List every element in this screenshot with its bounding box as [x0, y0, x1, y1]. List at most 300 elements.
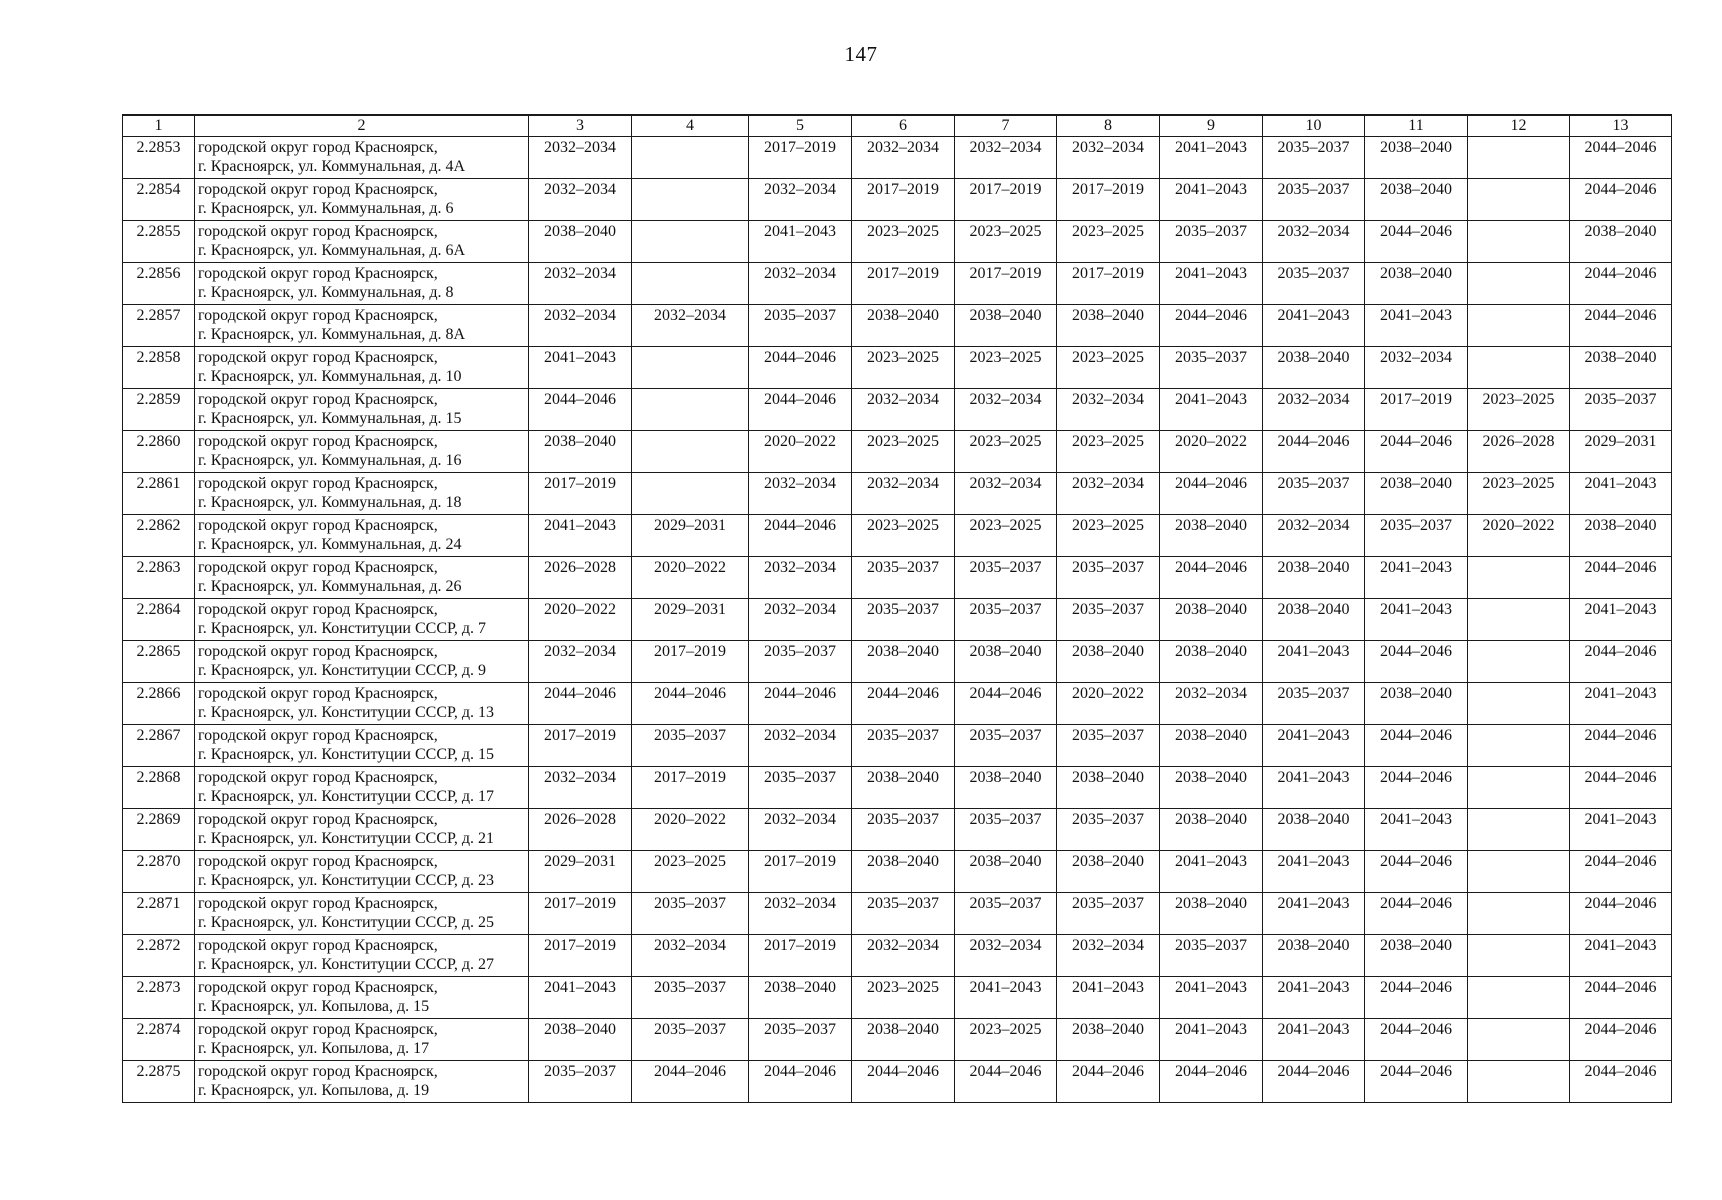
period-cell: 2017–2019 [632, 641, 749, 683]
period-cell: 2044–2046 [1365, 221, 1468, 263]
period-cell: 2023–2025 [1468, 389, 1570, 431]
period-cell: 2038–2040 [852, 305, 955, 347]
row-number: 2.2870 [123, 851, 195, 893]
period-cell: 2038–2040 [1057, 1019, 1160, 1061]
period-cell: 2032–2034 [749, 179, 852, 221]
period-cell: 2038–2040 [1160, 767, 1263, 809]
table-row [123, 683, 1672, 725]
period-cell: 2044–2046 [1570, 977, 1672, 1019]
period-cell: 2023–2025 [1468, 473, 1570, 515]
period-cell: 2041–2043 [1570, 473, 1672, 515]
period-cell: 2032–2034 [955, 473, 1057, 515]
period-cell: 2023–2025 [852, 977, 955, 1019]
period-cell: 2035–2037 [1263, 473, 1365, 515]
period-cell: 2044–2046 [1570, 137, 1672, 179]
row-number: 2.2869 [123, 809, 195, 851]
period-cell: 2038–2040 [1160, 599, 1263, 641]
period-cell: 2020–2022 [632, 809, 749, 851]
period-cell: 2044–2046 [529, 683, 632, 725]
period-cell: 2035–2037 [1570, 389, 1672, 431]
period-cell: 2035–2037 [749, 1019, 852, 1061]
period-cell: 2035–2037 [1365, 515, 1468, 557]
address-line-district: городской округ город Красноярск, [198, 685, 438, 702]
period-cell: 2032–2034 [1263, 389, 1365, 431]
period-cell: 2038–2040 [1570, 347, 1672, 389]
period-cell: 2035–2037 [1263, 683, 1365, 725]
address-cell [195, 431, 529, 473]
table-row [123, 263, 1672, 305]
period-cell: 2041–2043 [1160, 179, 1263, 221]
period-cell: 2041–2043 [1570, 683, 1672, 725]
period-cell: 2035–2037 [955, 599, 1057, 641]
period-cell: 2038–2040 [1057, 851, 1160, 893]
period-cell [632, 347, 749, 389]
period-cell: 2017–2019 [852, 263, 955, 305]
period-cell: 2035–2037 [749, 641, 852, 683]
row-number: 2.2853 [123, 137, 195, 179]
column-header: 12 [1468, 115, 1570, 137]
period-cell: 2044–2046 [1365, 641, 1468, 683]
period-cell: 2044–2046 [1160, 473, 1263, 515]
period-cell: 2035–2037 [1057, 893, 1160, 935]
period-cell: 2041–2043 [1570, 935, 1672, 977]
address-line-street: г. Красноярск, ул. Конституции СССР, д. 15 [198, 746, 495, 763]
period-cell [632, 389, 749, 431]
period-cell: 2032–2034 [1263, 221, 1365, 263]
period-cell: 2023–2025 [852, 431, 955, 473]
period-cell: 2038–2040 [1570, 221, 1672, 263]
period-cell: 2032–2034 [529, 641, 632, 683]
address-line-street: г. Красноярск, ул. Копылова, д. 15 [198, 998, 430, 1015]
address-cell [195, 1019, 529, 1061]
period-cell: 2032–2034 [749, 809, 852, 851]
period-cell: 2023–2025 [1057, 221, 1160, 263]
period-cell: 2032–2034 [1057, 389, 1160, 431]
column-header: 8 [1057, 115, 1160, 137]
row-number: 2.2865 [123, 641, 195, 683]
period-cell: 2032–2034 [749, 557, 852, 599]
address-line-district: городской округ город Красноярск, [198, 853, 438, 870]
period-cell: 2044–2046 [1365, 1019, 1468, 1061]
period-cell [1468, 683, 1570, 725]
table-row [123, 935, 1672, 977]
period-cell: 2035–2037 [632, 977, 749, 1019]
period-cell: 2026–2028 [529, 557, 632, 599]
address-line-district: городской округ город Красноярск, [198, 1063, 438, 1080]
period-cell: 2044–2046 [1365, 767, 1468, 809]
address-cell [195, 683, 529, 725]
period-cell: 2041–2043 [1365, 305, 1468, 347]
period-cell [1468, 767, 1570, 809]
period-cell [1468, 809, 1570, 851]
table-row [123, 389, 1672, 431]
period-cell: 2041–2043 [1160, 851, 1263, 893]
period-cell: 2044–2046 [1160, 305, 1263, 347]
address-cell [195, 473, 529, 515]
period-cell: 2017–2019 [955, 263, 1057, 305]
period-cell: 2038–2040 [1263, 557, 1365, 599]
period-cell: 2017–2019 [632, 767, 749, 809]
address-cell [195, 347, 529, 389]
period-cell: 2032–2034 [1365, 347, 1468, 389]
period-cell [632, 473, 749, 515]
period-cell: 2032–2034 [955, 935, 1057, 977]
address-line-street: г. Красноярск, ул. Коммунальная, д. 10 [198, 368, 462, 385]
address-line-district: городской округ город Красноярск, [198, 475, 438, 492]
row-number: 2.2854 [123, 179, 195, 221]
period-cell: 2026–2028 [529, 809, 632, 851]
address-line-district: городской округ город Красноярск, [198, 139, 438, 156]
period-cell: 2032–2034 [955, 137, 1057, 179]
period-cell: 2038–2040 [1365, 935, 1468, 977]
address-cell [195, 263, 529, 305]
address-line-district: городской округ город Красноярск, [198, 937, 438, 954]
row-number: 2.2858 [123, 347, 195, 389]
period-cell: 2041–2043 [1160, 977, 1263, 1019]
period-cell: 2038–2040 [1160, 809, 1263, 851]
address-line-street: г. Красноярск, ул. Коммунальная, д. 16 [198, 452, 462, 469]
period-cell: 2020–2022 [1160, 431, 1263, 473]
address-cell [195, 1061, 529, 1103]
period-cell: 2023–2025 [852, 347, 955, 389]
period-cell: 2038–2040 [1365, 683, 1468, 725]
address-line-street: г. Красноярск, ул. Конституции СССР, д. 17 [198, 788, 495, 805]
period-cell: 2044–2046 [1570, 1061, 1672, 1103]
period-cell: 2026–2028 [1468, 431, 1570, 473]
period-cell: 2017–2019 [955, 179, 1057, 221]
address-line-district: городской округ город Красноярск, [198, 307, 438, 324]
period-cell: 2044–2046 [749, 389, 852, 431]
period-cell: 2035–2037 [1263, 179, 1365, 221]
period-cell: 2032–2034 [1263, 515, 1365, 557]
address-cell [195, 389, 529, 431]
period-cell: 2038–2040 [1263, 935, 1365, 977]
address-cell [195, 725, 529, 767]
table-row [123, 641, 1672, 683]
period-cell: 2041–2043 [529, 977, 632, 1019]
column-header: 11 [1365, 115, 1468, 137]
period-cell: 2017–2019 [1057, 179, 1160, 221]
period-cell: 2035–2037 [852, 599, 955, 641]
period-cell: 2020–2022 [749, 431, 852, 473]
address-line-district: городской округ город Красноярск, [198, 979, 438, 996]
address-line-street: г. Красноярск, ул. Коммунальная, д. 6А [198, 242, 466, 259]
address-cell [195, 305, 529, 347]
period-cell: 2035–2037 [955, 557, 1057, 599]
period-cell [632, 179, 749, 221]
period-cell: 2044–2046 [1057, 1061, 1160, 1103]
period-cell: 2023–2025 [1057, 431, 1160, 473]
address-cell [195, 977, 529, 1019]
period-cell: 2035–2037 [632, 1019, 749, 1061]
period-cell: 2041–2043 [1160, 263, 1263, 305]
address-cell [195, 641, 529, 683]
period-cell: 2020–2022 [1468, 515, 1570, 557]
period-cell: 2035–2037 [749, 767, 852, 809]
period-cell: 2044–2046 [632, 1061, 749, 1103]
address-line-street: г. Красноярск, ул. Коммунальная, д. 24 [198, 536, 462, 553]
column-header: 6 [852, 115, 955, 137]
period-cell: 2041–2043 [1365, 557, 1468, 599]
address-cell [195, 179, 529, 221]
period-cell: 2044–2046 [852, 683, 955, 725]
row-number: 2.2868 [123, 767, 195, 809]
period-cell: 2020–2022 [529, 599, 632, 641]
period-cell: 2044–2046 [1570, 557, 1672, 599]
period-cell: 2023–2025 [852, 515, 955, 557]
period-cell [1468, 221, 1570, 263]
address-line-district: городской округ город Красноярск, [198, 265, 438, 282]
row-number: 2.2855 [123, 221, 195, 263]
address-line-street: г. Красноярск, ул. Копылова, д. 19 [198, 1082, 430, 1099]
period-cell: 2038–2040 [1160, 515, 1263, 557]
period-cell: 2032–2034 [1160, 683, 1263, 725]
period-cell [632, 221, 749, 263]
period-cell: 2020–2022 [1057, 683, 1160, 725]
period-cell: 2044–2046 [1365, 431, 1468, 473]
table-row [123, 725, 1672, 767]
period-cell [1468, 935, 1570, 977]
period-cell: 2044–2046 [1570, 1019, 1672, 1061]
period-cell [1468, 893, 1570, 935]
period-cell: 2044–2046 [1365, 1061, 1468, 1103]
period-cell [1468, 179, 1570, 221]
address-line-street: г. Красноярск, ул. Коммунальная, д. 8А [198, 326, 466, 343]
column-header: 9 [1160, 115, 1263, 137]
period-cell: 2029–2031 [632, 599, 749, 641]
period-cell: 2023–2025 [1057, 347, 1160, 389]
period-cell: 2017–2019 [852, 179, 955, 221]
period-cell: 2023–2025 [955, 221, 1057, 263]
period-cell: 2038–2040 [1365, 179, 1468, 221]
period-cell: 2038–2040 [1263, 809, 1365, 851]
row-number: 2.2861 [123, 473, 195, 515]
period-cell: 2041–2043 [529, 515, 632, 557]
address-line-district: городской округ город Красноярск, [198, 769, 438, 786]
period-cell: 2023–2025 [1057, 515, 1160, 557]
column-header: 4 [632, 115, 749, 137]
table-row [123, 599, 1672, 641]
row-number: 2.2871 [123, 893, 195, 935]
period-cell: 2017–2019 [529, 893, 632, 935]
period-cell: 2038–2040 [1160, 641, 1263, 683]
period-cell: 2023–2025 [852, 221, 955, 263]
period-cell: 2044–2046 [1365, 977, 1468, 1019]
period-cell [632, 263, 749, 305]
address-line-street: г. Красноярск, ул. Коммунальная, д. 6 [198, 200, 454, 217]
period-cell: 2041–2043 [1263, 851, 1365, 893]
address-line-district: городской округ город Красноярск, [198, 895, 438, 912]
page-number: 147 [844, 42, 878, 66]
period-cell [1468, 599, 1570, 641]
period-cell: 2035–2037 [852, 557, 955, 599]
period-cell: 2035–2037 [529, 1061, 632, 1103]
period-cell: 2038–2040 [1365, 473, 1468, 515]
period-cell: 2035–2037 [632, 893, 749, 935]
column-header: 7 [955, 115, 1057, 137]
table-row [123, 893, 1672, 935]
address-line-street: г. Красноярск, ул. Коммунальная, д. 8 [198, 284, 454, 301]
period-cell: 2035–2037 [632, 725, 749, 767]
column-header: 5 [749, 115, 852, 137]
period-cell [1468, 347, 1570, 389]
period-cell [632, 137, 749, 179]
period-cell: 2038–2040 [955, 305, 1057, 347]
period-cell: 2044–2046 [1570, 179, 1672, 221]
row-number: 2.2857 [123, 305, 195, 347]
table-row [123, 1019, 1672, 1061]
period-cell: 2044–2046 [749, 515, 852, 557]
address-line-street: г. Красноярск, ул. Копылова, д. 17 [198, 1040, 430, 1057]
period-cell: 2041–2043 [1570, 809, 1672, 851]
table-row [123, 851, 1672, 893]
address-line-district: городской округ город Красноярск, [198, 349, 438, 366]
period-cell [1468, 557, 1570, 599]
table-row [123, 221, 1672, 263]
period-cell: 2017–2019 [1057, 263, 1160, 305]
period-cell: 2032–2034 [529, 263, 632, 305]
period-cell: 2038–2040 [1160, 725, 1263, 767]
period-cell: 2023–2025 [955, 1019, 1057, 1061]
period-cell: 2038–2040 [1365, 263, 1468, 305]
period-cell [1468, 641, 1570, 683]
address-line-street: г. Красноярск, ул. Конституции СССР, д. 21 [198, 830, 495, 847]
period-cell: 2041–2043 [1263, 977, 1365, 1019]
period-cell: 2035–2037 [1263, 137, 1365, 179]
table-row [123, 557, 1672, 599]
period-cell: 2038–2040 [1365, 137, 1468, 179]
period-cell [1468, 263, 1570, 305]
period-cell: 2035–2037 [749, 305, 852, 347]
row-number: 2.2863 [123, 557, 195, 599]
period-cell: 2017–2019 [749, 935, 852, 977]
period-cell: 2035–2037 [1160, 347, 1263, 389]
period-cell: 2035–2037 [955, 809, 1057, 851]
period-cell: 2038–2040 [852, 1019, 955, 1061]
period-cell: 2044–2046 [1160, 557, 1263, 599]
table-row [123, 347, 1672, 389]
address-line-district: городской округ город Красноярск, [198, 601, 438, 618]
period-cell: 2041–2043 [1365, 809, 1468, 851]
row-number: 2.2856 [123, 263, 195, 305]
period-cell [1468, 1061, 1570, 1103]
period-cell: 2038–2040 [852, 641, 955, 683]
table-body [123, 137, 1672, 1103]
table-row [123, 305, 1672, 347]
period-cell: 2044–2046 [529, 389, 632, 431]
period-cell: 2044–2046 [1365, 893, 1468, 935]
period-cell: 2041–2043 [1263, 641, 1365, 683]
row-number: 2.2872 [123, 935, 195, 977]
period-cell: 2041–2043 [1263, 305, 1365, 347]
period-cell: 2017–2019 [749, 851, 852, 893]
row-number: 2.2859 [123, 389, 195, 431]
period-cell: 2035–2037 [852, 725, 955, 767]
period-cell: 2017–2019 [529, 725, 632, 767]
period-cell: 2035–2037 [1057, 557, 1160, 599]
period-cell: 2035–2037 [1263, 263, 1365, 305]
period-cell: 2038–2040 [852, 767, 955, 809]
period-cell: 2038–2040 [1057, 767, 1160, 809]
table-row [123, 977, 1672, 1019]
period-cell: 2044–2046 [749, 347, 852, 389]
period-cell: 2044–2046 [1570, 641, 1672, 683]
period-cell: 2017–2019 [1365, 389, 1468, 431]
period-cell: 2023–2025 [955, 347, 1057, 389]
column-header: 13 [1570, 115, 1672, 137]
period-cell: 2044–2046 [1160, 1061, 1263, 1103]
period-cell: 2032–2034 [852, 137, 955, 179]
address-line-street: г. Красноярск, ул. Коммунальная, д. 26 [198, 578, 462, 595]
address-cell [195, 935, 529, 977]
period-cell: 2029–2031 [529, 851, 632, 893]
address-cell [195, 893, 529, 935]
period-cell: 2023–2025 [955, 431, 1057, 473]
address-cell [195, 809, 529, 851]
period-cell: 2038–2040 [1263, 599, 1365, 641]
period-cell: 2044–2046 [1570, 893, 1672, 935]
address-line-street: г. Красноярск, ул. Коммунальная, д. 4А [198, 158, 466, 175]
period-cell: 2044–2046 [955, 1061, 1057, 1103]
address-line-district: городской округ город Красноярск, [198, 181, 438, 198]
period-cell: 2044–2046 [955, 683, 1057, 725]
period-cell: 2044–2046 [1365, 851, 1468, 893]
period-cell: 2023–2025 [955, 515, 1057, 557]
address-line-district: городской округ город Красноярск, [198, 517, 438, 534]
address-line-district: городской округ город Красноярск, [198, 727, 438, 744]
address-line-district: городской округ город Красноярск, [198, 391, 438, 408]
address-line-district: городской округ город Красноярск, [198, 811, 438, 828]
period-cell: 2032–2034 [632, 305, 749, 347]
period-cell: 2032–2034 [529, 137, 632, 179]
period-cell: 2032–2034 [1057, 935, 1160, 977]
row-number: 2.2874 [123, 1019, 195, 1061]
address-cell [195, 599, 529, 641]
address-cell [195, 557, 529, 599]
period-cell: 2032–2034 [749, 263, 852, 305]
period-cell: 2032–2034 [852, 935, 955, 977]
period-cell: 2041–2043 [1570, 599, 1672, 641]
address-line-street: г. Красноярск, ул. Конституции СССР, д. 9 [198, 662, 487, 679]
address-cell [195, 137, 529, 179]
period-cell: 2032–2034 [529, 767, 632, 809]
period-cell: 2035–2037 [1057, 809, 1160, 851]
column-header: 1 [123, 115, 195, 137]
address-line-district: городской округ город Красноярск, [198, 223, 438, 240]
period-cell: 2029–2031 [632, 515, 749, 557]
period-cell: 2041–2043 [1160, 137, 1263, 179]
period-cell: 2038–2040 [1263, 347, 1365, 389]
column-header: 10 [1263, 115, 1365, 137]
period-cell: 2038–2040 [1057, 305, 1160, 347]
period-cell: 2038–2040 [1160, 893, 1263, 935]
period-cell: 2035–2037 [852, 809, 955, 851]
period-cell: 2032–2034 [749, 893, 852, 935]
address-cell [195, 221, 529, 263]
table-row [123, 515, 1672, 557]
address-line-district: городской округ город Красноярск, [198, 643, 438, 660]
period-cell: 2032–2034 [632, 935, 749, 977]
period-cell: 2038–2040 [852, 851, 955, 893]
row-number: 2.2875 [123, 1061, 195, 1103]
period-cell: 2035–2037 [1160, 935, 1263, 977]
period-cell [1468, 305, 1570, 347]
period-cell: 2038–2040 [955, 767, 1057, 809]
period-cell: 2032–2034 [1057, 137, 1160, 179]
period-cell: 2029–2031 [1570, 431, 1672, 473]
table-row [123, 137, 1672, 179]
period-cell: 2041–2043 [1160, 1019, 1263, 1061]
